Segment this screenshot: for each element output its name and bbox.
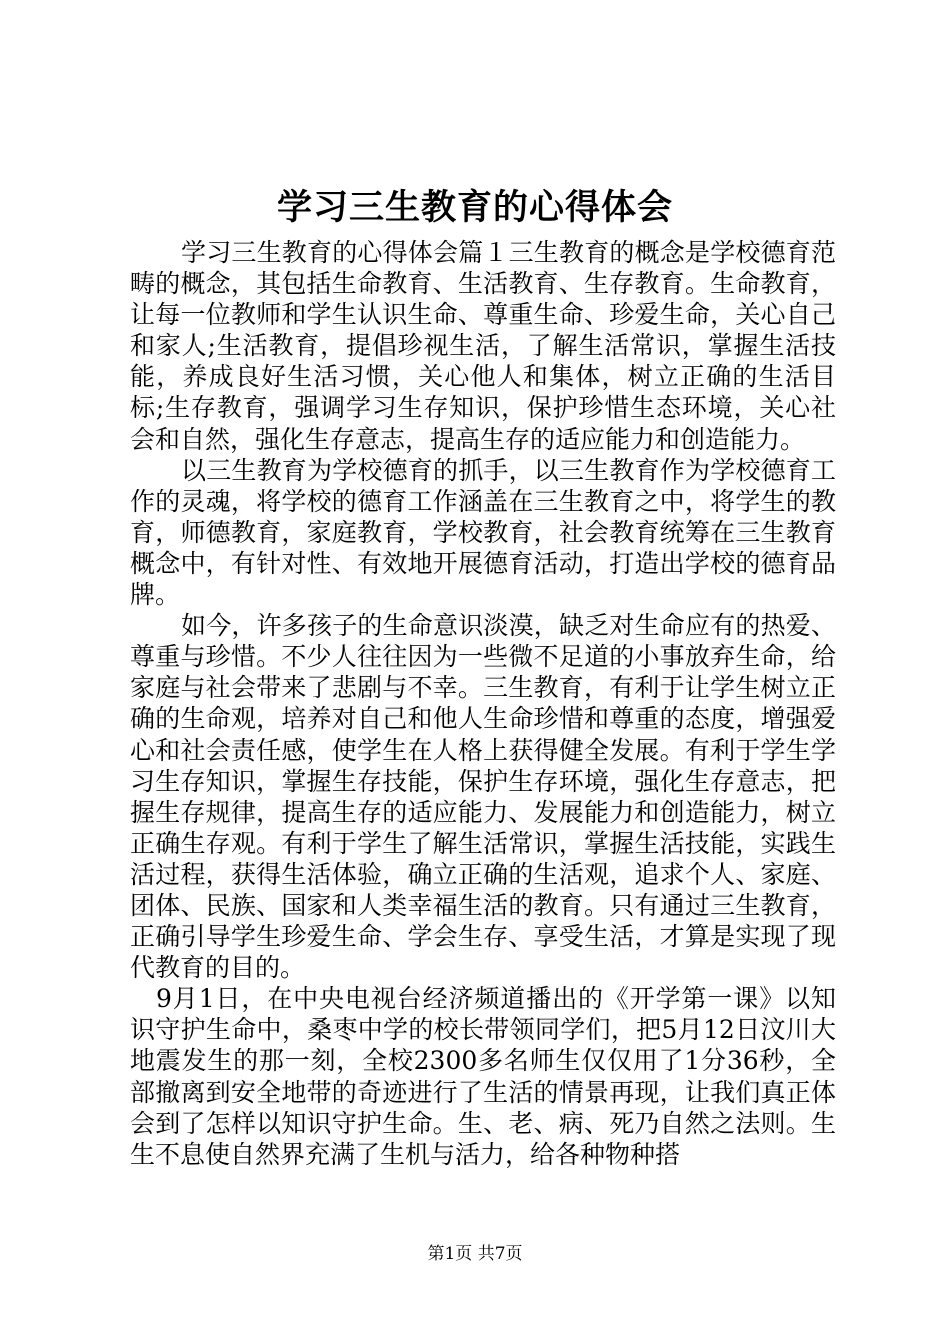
paragraph-first-lesson: 9月1日，在中央电视台经济频道播出的《开学第一课》以知识守护生命中，桑枣中学的校长带领同学们，把5月12日汶川大地震发生的那一刻，全校2300多名师生仅仅用了1分36秒，全部撤离到安全地带的奇迹进行了生活的情景再现，让我们真正体会到了怎样以知识守护生命。生、老、病、死乃自然之法则。生生不息使自然界充满了生机与活力，给各种物种搭 [130, 984, 836, 1169]
document-body [130, 237, 836, 1170]
document-title: 学习三生教育的心得体会 [276, 187, 673, 228]
paragraph-intro: 学习三生教育的心得体会篇１三生教育的概念是学校德育范畴的概念，其包括生命教育、生活教育、生存教育。生命教育，让每一位教师和学生认识生命、尊重生命、珍爱生命，关心自己和家人;生活教育，提倡珍视生活，了解生活常识，掌握生活技能，养成良好生活习惯，关心他人和集体，树立正确的生活目标;生存教育，强调学习生存知识，保护珍惜生态环境，关心社会和自然，强化生存意志，提高生存的适应能力和创造能力。 [130, 238, 836, 454]
page-footer: 第1页 共7页 [427, 1244, 523, 1264]
paragraph-life-awareness: 如今，许多孩子的生命意识淡漠，缺乏对生命应有的热爱、尊重与珍惜。不少人往往因为一些微不足道的小事放弃生命，给家庭与社会带来了悲剧与不幸。三生教育，有利于让学生树立正确的生命观，培养对自己和他人生命珍惜和尊重的态度，增强爱心和社会责任感，使学生在人格上获得健全发展。有利于学生学习生存知识，掌握生存技能，保护生存环境，强化生存意志，把握生存规律，提高生存的适应能力、发展能力和创造能力，树立正确生存观。有利于学生了解生活常识，掌握生活技能，实践生活过程，获得生活体验，确立正确的生活观，追求个人、家庭、团体、民族、国家和人类幸福生活的教育。只有通过三生教育，正确引导学生珍爱生命、学会生存、享受生活，才算是实现了现代教育的目的。 [130, 611, 836, 983]
paragraph-moral-education: 以三生教育为学校德育的抓手，以三生教育作为学校德育工作的灵魂，将学校的德育工作涵盖在三生教育之中，将学生的教育，师德教育，家庭教育，学校教育，社会教育统筹在三生教育概念中，有针对性、有效地开展德育活动，打造出学校的德育品牌。 [130, 455, 836, 610]
